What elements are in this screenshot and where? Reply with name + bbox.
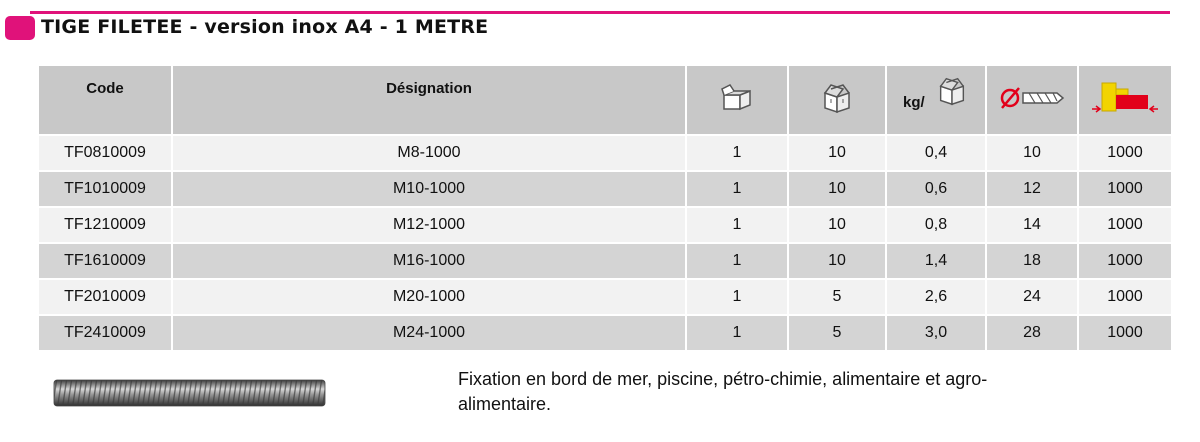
table-header-row xyxy=(38,65,1172,135)
cell-carton: 10 xyxy=(788,207,886,243)
usage-note: Fixation en bord de mer, piscine, pétro-chimie, alimentaire et agro-alimentaire. xyxy=(458,369,988,414)
cell-drill: 18 xyxy=(986,243,1078,279)
cell-carton: 5 xyxy=(788,279,886,315)
column-header-box xyxy=(686,65,788,135)
cell-carton: 10 xyxy=(788,171,886,207)
kg-per-carton-icon xyxy=(935,74,969,108)
cell-drill: 10 xyxy=(986,135,1078,171)
cell-designation: M8-1000 xyxy=(172,135,686,171)
cell-designation: M20-1000 xyxy=(172,279,686,315)
carton-box-icon xyxy=(819,81,855,115)
table-row xyxy=(38,207,1172,243)
title-accent-line xyxy=(30,11,1170,14)
page-title: TIGE FILETEE - version inox A4 - 1 METRE xyxy=(41,16,489,38)
cell-length: 1000 xyxy=(1078,243,1172,279)
cell-code: TF1010009 xyxy=(38,171,172,207)
column-header-drill xyxy=(986,65,1078,135)
cell-box: 1 xyxy=(686,315,788,351)
cell-kg: 0,4 xyxy=(886,135,986,171)
threaded-rod-image xyxy=(52,377,327,411)
cell-designation: M24-1000 xyxy=(172,315,686,351)
open-box-icon xyxy=(719,83,755,113)
cell-carton: 10 xyxy=(788,135,886,171)
cell-box: 1 xyxy=(686,279,788,315)
column-header-designation: Désignation xyxy=(172,65,686,135)
cell-code: TF2010009 xyxy=(38,279,172,315)
cell-kg: 3,0 xyxy=(886,315,986,351)
cell-code: TF2410009 xyxy=(38,315,172,351)
cell-designation: M16-1000 xyxy=(172,243,686,279)
cell-drill: 24 xyxy=(986,279,1078,315)
table-row xyxy=(38,315,1172,351)
cell-box: 1 xyxy=(686,135,788,171)
cell-kg: 2,6 xyxy=(886,279,986,315)
cell-designation: M12-1000 xyxy=(172,207,686,243)
cell-length: 1000 xyxy=(1078,315,1172,351)
cell-designation: M10-1000 xyxy=(172,171,686,207)
table-row xyxy=(38,171,1172,207)
cell-box: 1 xyxy=(686,207,788,243)
cell-kg: 0,6 xyxy=(886,171,986,207)
table-row xyxy=(38,279,1172,315)
cell-drill: 28 xyxy=(986,315,1078,351)
rod-length-icon xyxy=(1090,81,1160,115)
column-header-code: Code xyxy=(38,65,172,135)
cell-code: TF0810009 xyxy=(38,135,172,171)
cell-carton: 10 xyxy=(788,243,886,279)
cell-length: 1000 xyxy=(1078,171,1172,207)
cell-kg: 0,8 xyxy=(886,207,986,243)
kg-label: kg/ xyxy=(903,94,925,111)
cell-carton: 5 xyxy=(788,315,886,351)
column-header-length xyxy=(1078,65,1172,135)
cell-length: 1000 xyxy=(1078,207,1172,243)
cell-code: TF1610009 xyxy=(38,243,172,279)
cell-kg: 1,4 xyxy=(886,243,986,279)
product-table xyxy=(37,64,1173,352)
table-row xyxy=(38,243,1172,279)
cell-drill: 12 xyxy=(986,171,1078,207)
table-row xyxy=(38,135,1172,171)
cell-drill: 14 xyxy=(986,207,1078,243)
cell-length: 1000 xyxy=(1078,279,1172,315)
title-tab-marker xyxy=(5,16,35,40)
cell-length: 1000 xyxy=(1078,135,1172,171)
cell-box: 1 xyxy=(686,171,788,207)
cell-code: TF1210009 xyxy=(38,207,172,243)
cell-box: 1 xyxy=(686,243,788,279)
column-header-kg xyxy=(886,65,986,135)
drill-diameter-icon xyxy=(999,85,1065,111)
column-header-carton xyxy=(788,65,886,135)
